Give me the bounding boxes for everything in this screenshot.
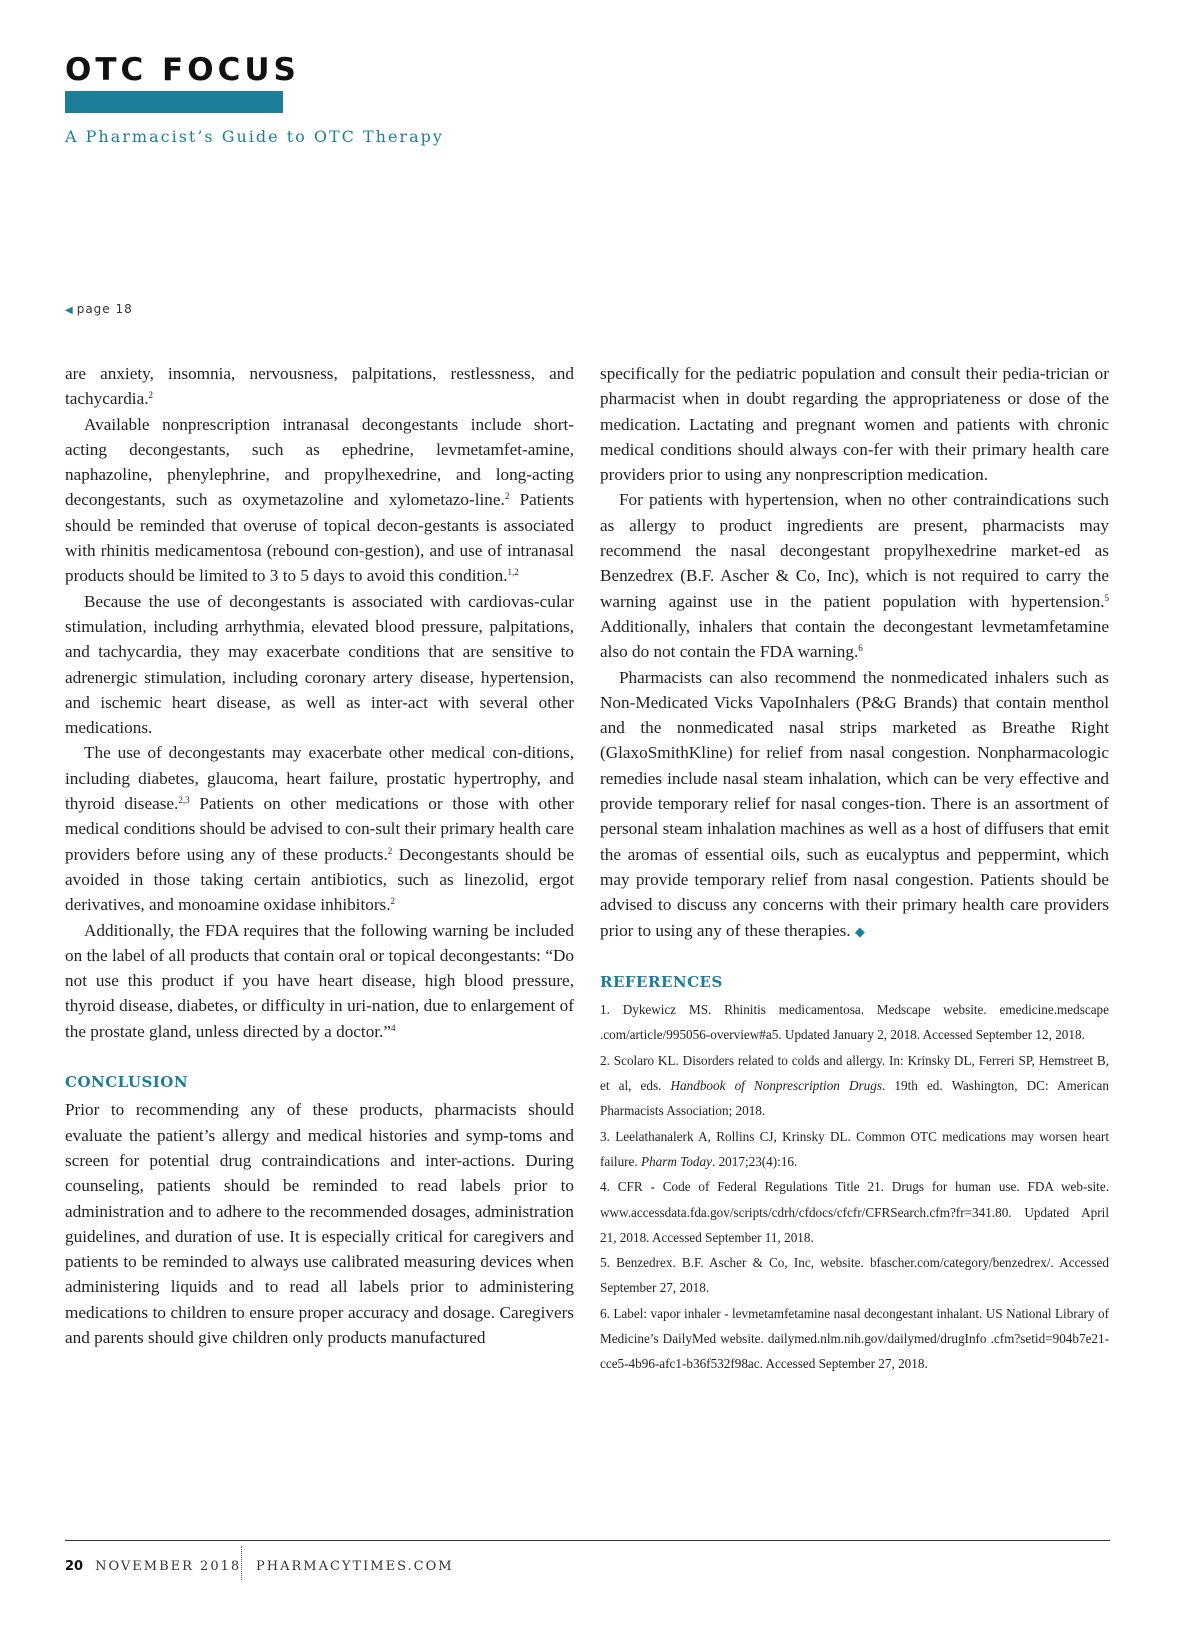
paragraph [65, 589, 574, 741]
paragraph-text: Patients should be reminded that overuse of topical decon-gestants is associated with rhinitis medicamentosa (rebound con-gestion), and use of intranasal products should be limited to 3 to 5 days to avoid this condition. [65, 490, 574, 586]
paragraph-text: For patients with hypertension, when no other contraindications such as allergy to product ingredients are present, pharmacists may recommend the nasal decongestant propylhexedrine market-ed as Benzedrex (B.F. Ascher & Co, Inc), which is not required to carry the warning against use in the patient population with hypertension. [600, 490, 1109, 611]
paragraph-text: Because the use of decongestants is associated with cardiovas-cular stimulation, including arrhythmia, elevated blood pressure, palpitations, and tachycardia, they may exacerbate conditions that are sensitive to adrenergic stimulation, including coronary artery disease, hypertension, and ischemic heart disease, as well as inter-act with several other medications. [65, 591, 574, 738]
footer-rule [65, 1540, 1110, 1541]
references-list [600, 997, 1109, 1376]
paragraph [600, 487, 1109, 664]
left-column [65, 361, 574, 1350]
reference-title: Pharm Today [641, 1153, 712, 1169]
paragraph-text: Additionally, the FDA requires that the following warning be included on the label of all products that contain oral or topical decongestants: “Do not use this product if you have heart disease, high blood pressure, thyroid disease, diabetes, or difficulty in uri-nation, due to enlargement of the prostate gland, unless directed by a doctor.” [65, 920, 574, 1041]
masthead [65, 52, 495, 146]
paragraph [65, 1097, 574, 1350]
citation: 2 [390, 896, 396, 907]
paragraph-text: Decongestants should be avoided in those taking certain antibiotics, such as linezolid, ergot derivatives, and monoamine oxidase inhibitors. [65, 844, 574, 915]
paragraph-text: Pharmacists can also recommend the nonmedicated inhalers such as Non-Medicated Vicks VapoInhalers (P&G Brands) that contain menthol and the nonmedicated nasal strips marketed as Breathe Right (GlaxoSmithKline) for relief from nasal congestion. Nonpharmacologic remedies include nasal steam inhalation, which can be very effective and provide temporary relief for nasal conges-tion. There is an assortment of personal steam inhalation machines as well as a host of diffusers that emit the aromas of essential oils, such as eucalyptus and peppermint, which may provide temporary relief from nasal congestion. Patients should be advised to discuss any concerns with their primary health care providers prior to using any of these therapies. [600, 667, 1109, 940]
references-heading: REFERENCES [600, 972, 723, 991]
section-subtitle: A Pharmacist’s Guide to OTC Therapy [65, 127, 444, 146]
footer-left [65, 1559, 241, 1574]
reference-item [600, 1124, 1109, 1175]
continued-from-label: page 18 [76, 302, 133, 316]
paragraph [600, 665, 1109, 944]
citation: 2 [148, 390, 153, 401]
citation: 1,2 [507, 567, 519, 578]
paragraph-text: Prior to recommending any of these products, pharmacists should evaluate the patient’s allergy and medical histories and symp-toms and screen for potential drug contraindications and inter-actions. During counseling, patients should be reminded to read labels prior to administration and to adhere to the recommended dosages, administration guidelines, and duration of use. It is especially critical for caregivers and patients to be reminded to always use calibrated measuring devices when administering liquids and to read all labels prior to administering medications to children to ensure proper accuracy and dosage. Caregivers and parents should give children only products manufactured [65, 1100, 574, 1347]
citation: 2 [504, 491, 510, 502]
reference-item: 5. Benzedrex. B.F. Ascher & Co, Inc, website. bfascher.com/category/benzedrex/. Accessed September 27, 2018. [600, 1255, 1109, 1296]
paragraph [65, 361, 574, 412]
issue-date: NOVEMBER 2018 [95, 1559, 242, 1574]
paragraph [600, 361, 1109, 487]
triangle-left-icon: ◀ [65, 305, 74, 316]
footer-separator [241, 1546, 242, 1580]
right-column [600, 361, 1109, 1377]
paragraph-text: Available nonprescription intranasal decongestants include short-acting decongestants, such as ephedrine, levmetamfet-amine, naphazoline, phenylephrine, and propylhexedrine, and long-acting decongestants, such as oxymetazoline and xylometazo-line. [65, 414, 574, 510]
reference-item [600, 1048, 1109, 1124]
diamond-end-icon: ◆ [854, 923, 865, 939]
reference-text: 2. Scolaro KL. Disorders related to colds and allergy. In: Krinsky DL, Ferreri SP, Hemstreet B, et al, eds. [600, 1052, 1109, 1094]
paragraph-text: specifically for the pediatric population and consult their pedia-trician or pharmacist when in doubt regarding the appropriateness or dose of the medication. Lactating and pregnant women and patients with chronic medical conditions should always con-fer with their primary health care providers prior to using any nonprescription medication. [600, 364, 1109, 485]
reference-item: 6. Label: vapor inhaler - levmetamfetamine nasal decongestant inhalant. US National Library of Medicine’s DailyMed website. dailymed.nlm.nih.gov/dailymed/drugInfo .cfm?setid=904b7e21-cce5-4b96-afc1-b36f532f98ac. Accessed September 27, 2018. [600, 1305, 1109, 1372]
conclusion-heading: CONCLUSION [65, 1073, 189, 1092]
reference-item: 1. Dykewicz MS. Rhinitis medicamentosa. Medscape website. emedicine.medscape .com/article/995056-overview#a5. Updated January 2, 2018. Accessed September 12, 2018. [600, 1002, 1109, 1043]
paragraph [65, 918, 574, 1044]
continued-from-link[interactable] [65, 302, 133, 316]
paragraph [65, 412, 574, 589]
citation: 2,3 [178, 795, 190, 806]
paragraph-text: The use of decongestants may exacerbate other medical con-ditions, including diabetes, glaucoma, heart failure, prostatic hypertrophy, and thyroid disease. [65, 743, 574, 814]
paragraph-text: Additionally, inhalers that contain the decongestant levmetamfetamine also do not contain the FDA warning. [600, 616, 1109, 662]
footer-site: PHARMACYTIMES.COM [256, 1559, 454, 1574]
section-title: OTC FOCUS [65, 52, 300, 88]
masthead-accent-bar [65, 91, 283, 113]
reference-title: Handbook of Nonprescription Drugs [670, 1078, 882, 1094]
reference-text: 3. Leelathanalerk A, Rollins CJ, Krinsky DL. Common OTC medications may worsen heart failure. [600, 1128, 1109, 1169]
citation: 6 [858, 643, 863, 654]
reference-text: . 2017;23(4):16. [711, 1153, 798, 1169]
citation: 4 [390, 1022, 396, 1033]
reference-text: . 19th ed. Washington, DC: American Pharmacists Association; 2018. [600, 1078, 1109, 1119]
paragraph-text: are anxiety, insomnia, nervousness, palpitations, restlessness, and tachycardia. [65, 364, 574, 409]
citation: 2 [387, 845, 393, 856]
reference-item: 4. CFR - Code of Federal Regulations Title 21. Drugs for human use. FDA web-site. www.accessdata.fda.gov/scripts/cdrh/cfdocs/cfcfr/CFRSearch.cfm?fr=341.80. Updated April 21, 2018. Accessed September 11, 2018. [600, 1179, 1109, 1245]
citation: 5 [1104, 592, 1109, 603]
paragraph-text: Patients on other medications or those with other medical conditions should be advised to con-sult their primary health care providers before using any of these products. [65, 794, 574, 864]
page-number: 20 [65, 1559, 84, 1574]
paragraph [65, 740, 574, 917]
